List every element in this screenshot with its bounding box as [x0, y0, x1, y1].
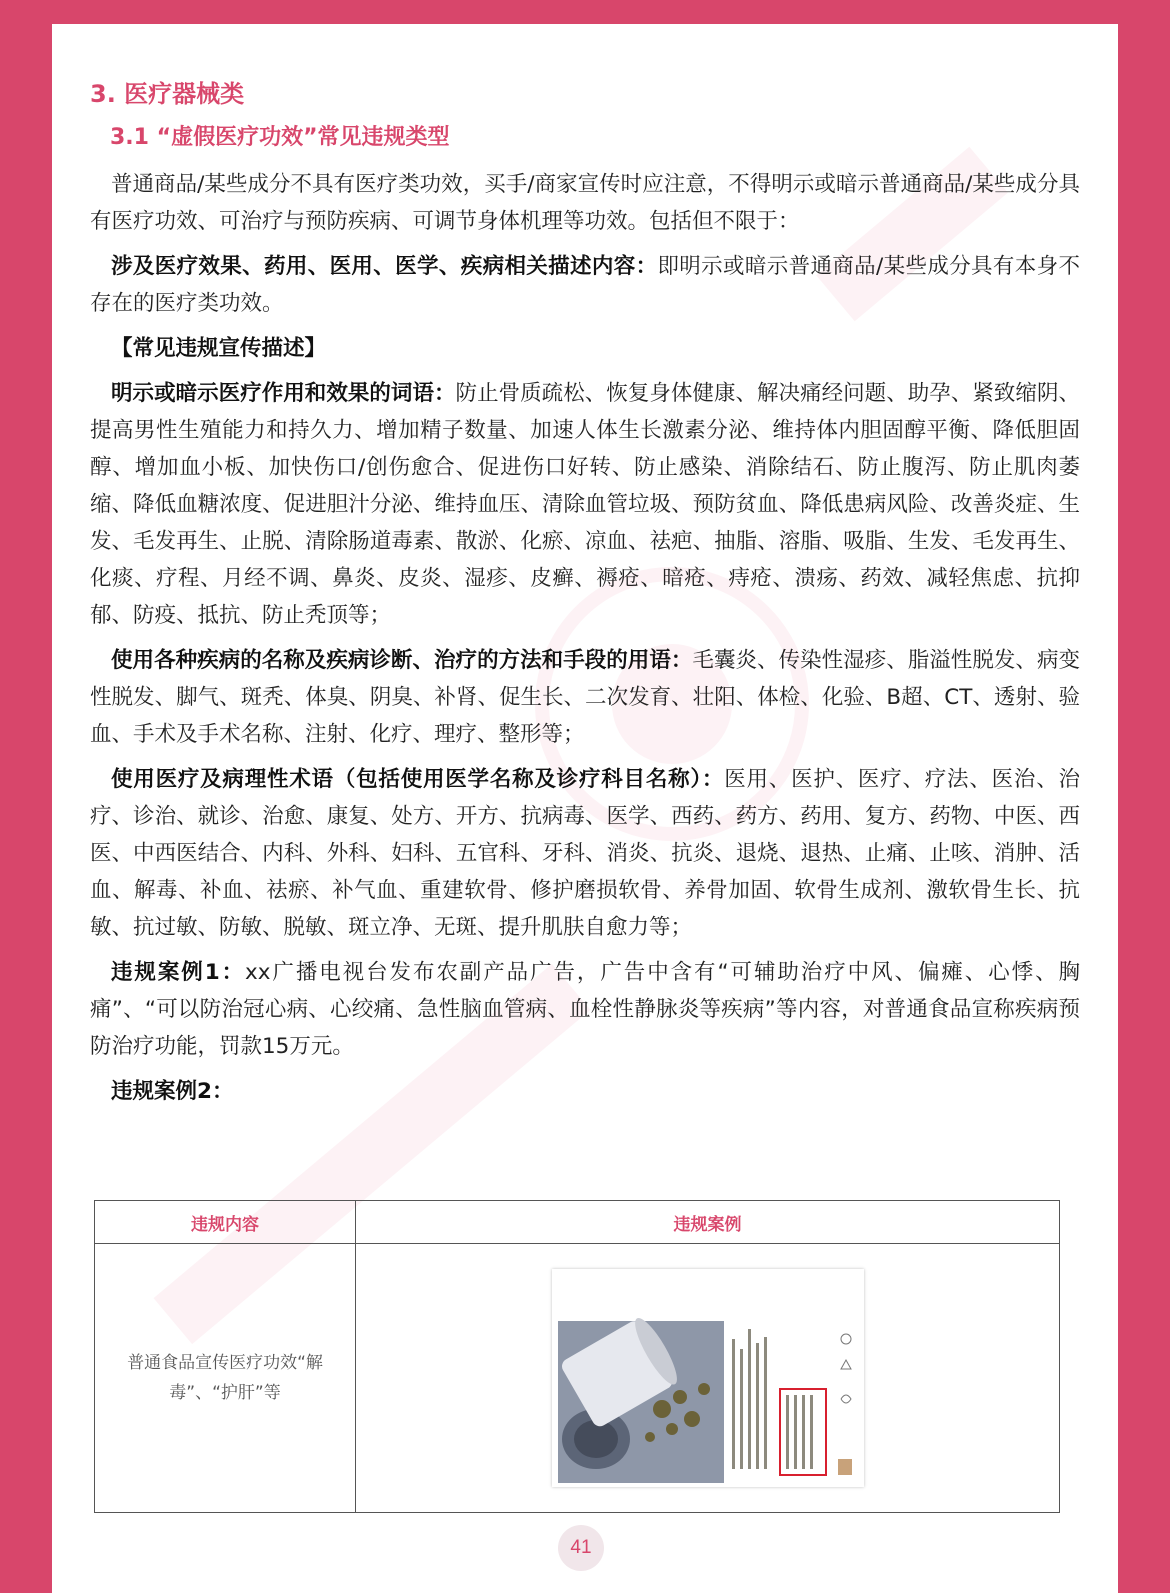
section-title: 3. 医疗器械类	[90, 80, 245, 108]
effect-words-paragraph	[90, 375, 1080, 634]
paragraph-text: 医用、医护、医疗、疗法、医治、治疗、诊治、就诊、治愈、康复、处方、开方、抗病毒、医学、西药、药方、药用、复方、药物、中医、西医、中西医结合、内科、外科、妇科、五官科、牙科、消炎、抗炎、退烧、退热、止痛、止咳、消肿、活血、解毒、补血、祛瘀、补气血、重建软骨、修护磨损软骨、养骨加固、软骨生成剂、激软骨生长、抗敏、抗过敏、防敏、脱敏、斑立净、无斑、提升肌肤自愈力等；	[90, 767, 1080, 940]
paragraph-text: 即明示或暗示普通商品/某些成分具有本身不存在的医疗类功效。	[90, 254, 1080, 316]
subsection-title: 3.1 “虚假医疗功效”常见违规类型	[110, 125, 450, 150]
table-cell-content: 普通食品宣传医疗功效“解毒”、“护肝”等	[95, 1244, 356, 1513]
paragraph-text: 防止骨质疏松、恢复身体健康、解决痛经问题、助孕、紧致缩阴、提高男性生殖能力和持久力、增加精子数量、加速人体生长激素分泌、维持体内胆固醇平衡、降低胆固醇、增加血小板、加快伤口/创伤愈合、促进伤口好转、防止感染、消除结石、防止腹泻、防止肌肉萎缩、降低血糖浓度、促进胆汁分泌、维持血压、清除血管垃圾、预防贫血、降低患病风险、改善炎症、生发、毛发再生、止脱、清除肠道毒素、散淤、化瘀、凉血、祛疤、抽脂、溶脂、吸脂、生发、毛发再生、化痰、疗程、月经不调、鼻炎、皮炎、湿疹、皮癣、褥疮、暗疮、痔疮、溃疡、药效、减轻焦虑、抗抑郁、防疫、抵抗、防止秃顶等；	[90, 381, 1080, 628]
case-screenshot-image	[552, 1269, 864, 1487]
case-text: xx广播电视台发布农副产品广告，广告中含有“可辅助治疗中风、偏瘫、心悸、胸痛”、“可以防治冠心病、心绞痛、急性脑血管病、血栓性静脉炎等疾病”等内容，对普通食品宣称疾病预防治疗功能，罚款15万元。	[90, 960, 1080, 1059]
medical-terms-paragraph	[90, 761, 1080, 946]
table-row	[95, 1244, 1060, 1513]
paragraph-lead: 明示或暗示医疗作用和效果的词语：	[111, 381, 456, 406]
case2-label: 违规案例2：	[111, 1079, 234, 1104]
document-page	[52, 24, 1118, 1593]
paragraph-lead: 涉及医疗效果、药用、医用、医学、疾病相关描述内容：	[111, 254, 658, 279]
case1-paragraph	[90, 954, 1080, 1065]
disease-terms-paragraph	[90, 642, 1080, 753]
table-header-content: 违规内容	[95, 1201, 356, 1244]
medical-effect-paragraph	[90, 248, 1080, 322]
violation-table	[94, 1200, 1060, 1513]
paragraph-text: 毛囊炎、传染性湿疹、脂溢性脱发、病变性脱发、脚气、斑秃、体臭、阴臭、补肾、促生长、二次发育、壮阳、体检、化验、B超、CT、透射、验血、手术及手术名称、注射、化疗、理疗、整形等；	[90, 648, 1080, 747]
common-violations-heading: 【常见违规宣传描述】	[111, 336, 327, 361]
paragraph-lead: 使用各种疾病的名称及疾病诊断、治疗的方法和手段的用语：	[111, 648, 693, 673]
case-lead: 违规案例1：	[111, 960, 246, 985]
tea-canister-photo	[552, 1269, 864, 1487]
page-number: 41	[558, 1525, 604, 1571]
intro-paragraph: 普通商品/某些成分不具有医疗类功效，买手/商家宣传时应注意，不得明示或暗示普通商品/某些成分具有医疗功效、可治疗与预防疾病、可调节身体机理等功效。包括但不限于：	[90, 172, 1080, 234]
document-body	[90, 74, 1080, 1118]
table-cell-case	[356, 1244, 1060, 1513]
paragraph-lead: 使用医疗及病理性术语（包括使用医学名称及诊疗科目名称）：	[111, 767, 725, 792]
table-header-case: 违规案例	[356, 1201, 1060, 1244]
table-header-row	[95, 1201, 1060, 1244]
